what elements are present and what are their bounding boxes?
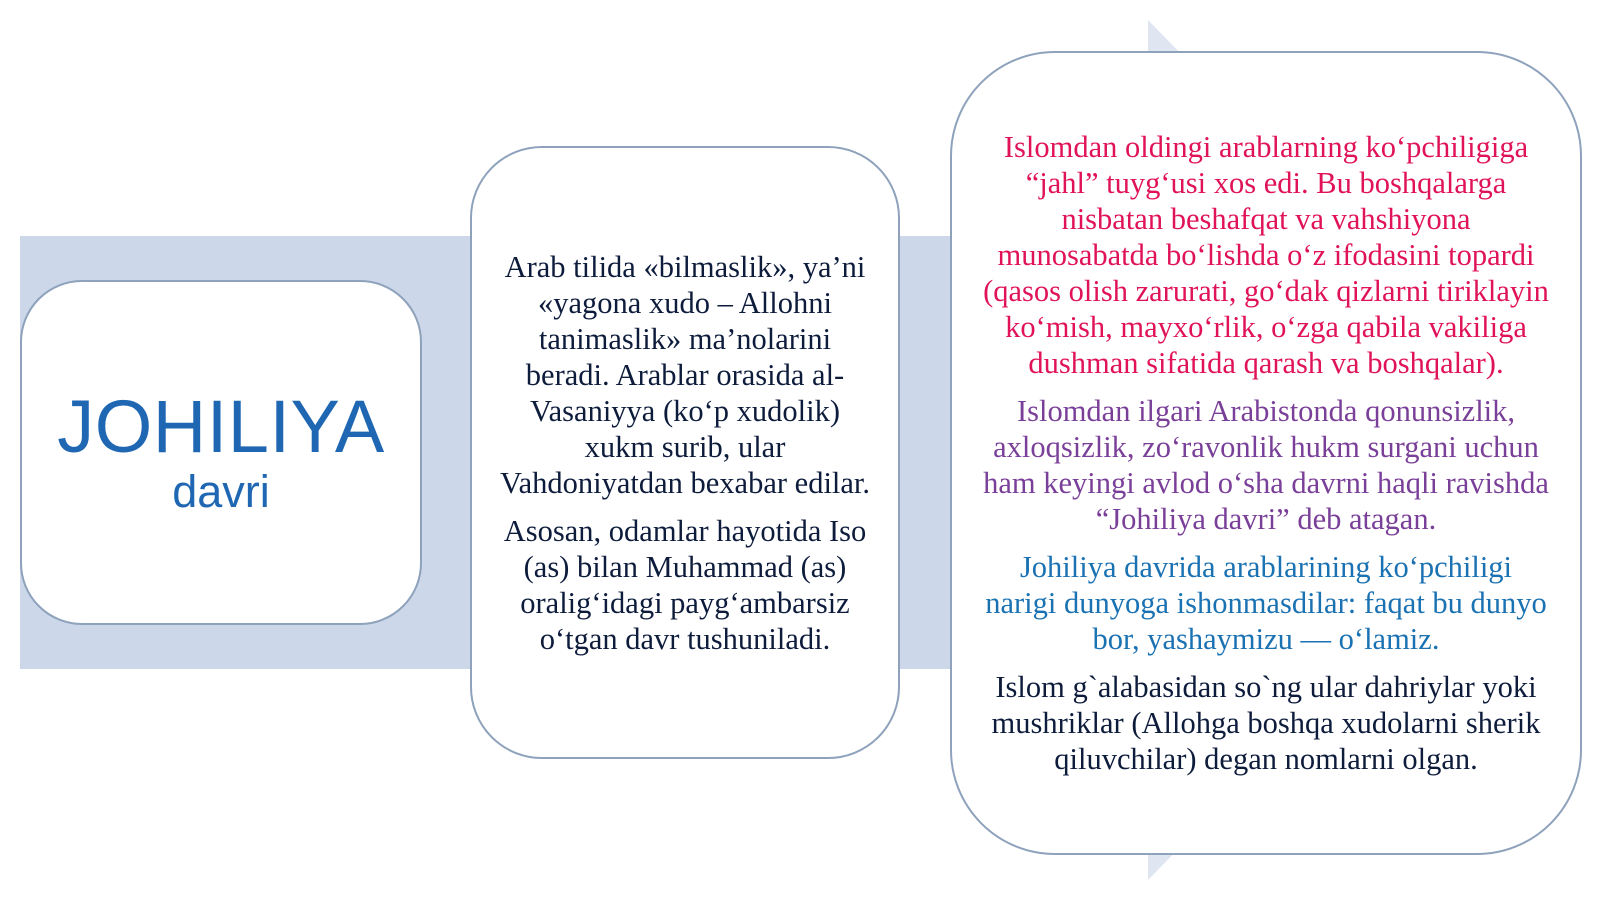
definition-paragraph-2: Asosan, odamlar hayotida Iso (as) bilan Muhammad (as) oralig‘idagi payg‘ambarsiz o‘tgan davr tushuniladi. <box>503 513 867 656</box>
details-card <box>950 51 1582 855</box>
definition-card <box>470 146 900 759</box>
definition-paragraph-1: Arab tilida «bilmaslik», ya’ni «yagona xudo – Allohni tanimaslik» ma’nolarini beradi. Arablar orasida al-Vasaniyya (ko‘p xudolik) xukm surib, ular Vahdoniyatdan bexabar edilar. <box>499 249 871 500</box>
details-paragraph-afterlife: Johiliya davrida arablarining ko‘pchiligi narigi dunyoga ishonmasdilar: faqat bu dunyo bor, yashaymizu — o‘lamiz. <box>985 550 1547 656</box>
details-paragraph-jahl: Islomdan oldingi arablarning ko‘pchiligiga “jahl” tuyg‘usi xos edi. Bu boshqalarga nisbatan beshafqat va vahshiyona munosabatda bo‘lishda o‘z ifodasini topardi (qasos olish zarurati, go‘dak qizlarni tiriklayin ko‘mish, mayxo‘rlik, o‘zga qabila vakiliga dushman sifatida qarash va boshqalar). <box>983 130 1549 380</box>
details-paragraph-lawlessness: Islomdan ilgari Arabistonda qonunsizlik, axloqsizlik, zo‘ravonlik hukm surgani uchun ham keyingi avlod o‘sha davrni haqli ravishda “Johiliya davri” deb atagan. <box>983 394 1549 536</box>
details-paragraph-names: Islom g`alabasidan so`ng ular dahriylar yoki mushriklar (Allohga boshqa xudolarni sherik qiluvchilar) degan nomlarni olgan. <box>991 670 1541 776</box>
slide-subtitle: davri <box>172 465 270 517</box>
slide-title: JOHILIYA <box>57 384 385 468</box>
title-card <box>20 280 422 625</box>
